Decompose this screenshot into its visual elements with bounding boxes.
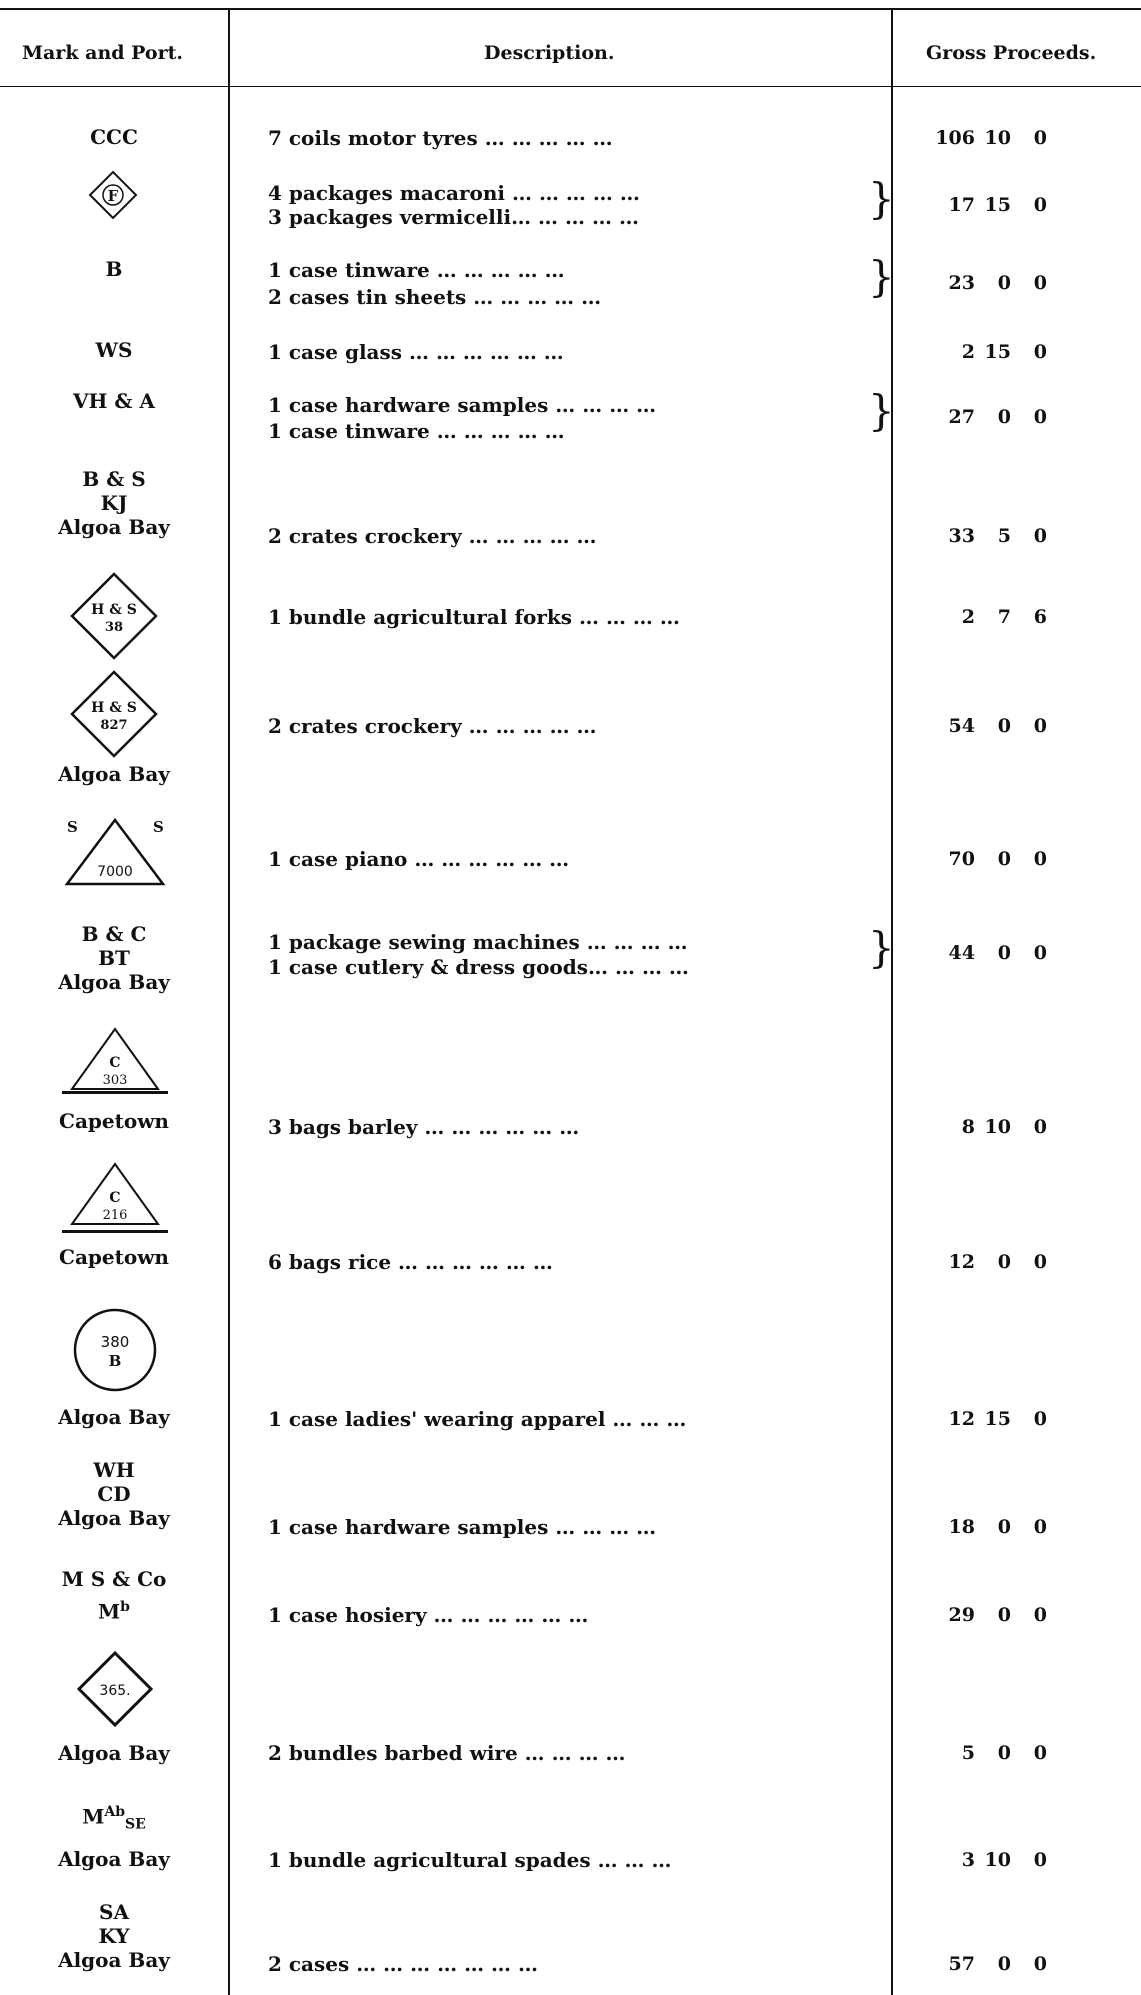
amount-pounds: 2 xyxy=(961,606,975,628)
column-divider-2 xyxy=(891,8,893,1995)
mark-port: Algoa Bay xyxy=(58,762,170,786)
mark-cell: WH xyxy=(93,1458,135,1482)
amount-pence: 0 xyxy=(1033,1953,1047,1975)
amount-pounds: 23 xyxy=(948,272,975,294)
amount-shillings: 10 xyxy=(984,127,1011,149)
svg-text:C: C xyxy=(109,1055,121,1071)
triangle-mark-symbol xyxy=(55,812,175,887)
amount-pence: 0 xyxy=(1033,1251,1047,1273)
mark-port: Algoa Bay xyxy=(58,1506,170,1530)
description-line: 1 case hardware samples … … … … xyxy=(268,393,657,417)
amount-pence: 0 xyxy=(1033,525,1047,547)
description-line: 1 case ladies' wearing apparel … … … xyxy=(268,1407,687,1431)
amount-pence: 0 xyxy=(1033,942,1047,964)
svg-text:S: S xyxy=(67,818,78,836)
description-line: 1 case cutlery & dress goods… … … … xyxy=(268,955,689,979)
circle-mark-symbol xyxy=(72,1307,158,1393)
description-line: 2 bundles barbed wire … … … … xyxy=(268,1741,626,1765)
svg-text:380: 380 xyxy=(100,1333,130,1351)
svg-text:S: S xyxy=(153,818,164,836)
amount-pounds: 44 xyxy=(948,942,975,964)
header-mark-and-port: Mark and Port. xyxy=(22,42,184,64)
description-line: 2 crates crockery … … … … … xyxy=(268,714,597,738)
amount-pounds: 12 xyxy=(948,1251,975,1273)
description-line: 1 bundle agricultural forks … … … … xyxy=(268,605,680,629)
mark-cell: BT xyxy=(98,946,130,970)
description-line: 1 case tinware … … … … … xyxy=(268,258,565,282)
mark-port: Algoa Bay xyxy=(58,1948,170,1972)
mark-port: Algoa Bay xyxy=(58,1405,170,1429)
mark-cell: WS xyxy=(95,338,133,362)
amount-shillings: 15 xyxy=(984,1408,1011,1430)
mark-cell: KJ xyxy=(100,491,128,515)
amount-shillings: 15 xyxy=(984,341,1011,363)
top-rule xyxy=(0,8,1141,10)
amount-pence: 0 xyxy=(1033,1849,1047,1871)
svg-text:827: 827 xyxy=(100,718,128,733)
svg-text:B: B xyxy=(108,1352,122,1370)
amount-pence: 0 xyxy=(1033,848,1047,870)
svg-text:38: 38 xyxy=(104,620,124,635)
amount-shillings: 0 xyxy=(997,272,1011,294)
mark-port: Capetown xyxy=(59,1245,169,1269)
svg-text:216: 216 xyxy=(102,1208,128,1223)
amount-pence: 0 xyxy=(1033,194,1047,216)
amount-pounds: 18 xyxy=(948,1516,975,1538)
mark-port: Capetown xyxy=(59,1109,169,1133)
description-line: 1 bundle agricultural spades … … … xyxy=(268,1848,672,1872)
column-divider-1 xyxy=(228,8,230,1995)
mark-cell: VH & A xyxy=(73,389,155,413)
mark-port: Algoa Bay xyxy=(58,515,170,539)
amount-shillings: 10 xyxy=(984,1849,1011,1871)
amount-pounds: 27 xyxy=(948,406,975,428)
mark-symbol-text: 365. xyxy=(99,1683,131,1699)
header-description: Description. xyxy=(484,42,615,64)
amount-pence: 0 xyxy=(1033,341,1047,363)
mark-cell: $M^{Ab}_{SE}$ xyxy=(82,1804,146,1833)
svg-text:7000: 7000 xyxy=(97,864,133,880)
svg-text:H & S: H & S xyxy=(91,602,137,618)
amount-pence: 0 xyxy=(1033,1516,1047,1538)
description-line: 6 bags rice … … … … … … xyxy=(268,1250,553,1274)
header-gross-proceeds: Gross Proceeds. xyxy=(926,42,1097,64)
svg-text:303: 303 xyxy=(102,1073,128,1088)
mark-cell: CCC xyxy=(90,125,138,149)
amount-shillings: 0 xyxy=(997,1604,1011,1626)
mark-cell: M S & Co xyxy=(61,1567,167,1591)
amount-pounds: 5 xyxy=(961,1742,975,1764)
amount-pounds: 3 xyxy=(961,1849,975,1871)
amount-pounds: 70 xyxy=(948,848,975,870)
mark-cell: B xyxy=(105,257,123,281)
mark-cell: SA xyxy=(99,1900,129,1924)
description-line: 2 cases tin sheets … … … … … xyxy=(268,285,602,309)
amount-shillings: 0 xyxy=(997,1742,1011,1764)
amount-shillings: 0 xyxy=(997,1251,1011,1273)
amount-pounds: 8 xyxy=(961,1116,975,1138)
description-line: 2 crates crockery … … … … … xyxy=(268,524,597,548)
description-line: 3 packages vermicelli… … … … … xyxy=(268,205,639,229)
amount-shillings: 0 xyxy=(997,1516,1011,1538)
amount-pounds: 57 xyxy=(948,1953,975,1975)
grouping-brace: } xyxy=(868,386,895,435)
description-line: 1 package sewing machines … … … … xyxy=(268,930,688,954)
amount-pounds: 2 xyxy=(961,341,975,363)
description-line: 1 case tinware … … … … … xyxy=(268,419,565,443)
description-line: 2 cases … … … … … … … xyxy=(268,1952,538,1976)
amount-pounds: 29 xyxy=(948,1604,975,1626)
description-line: 4 packages macaroni … … … … … xyxy=(268,181,640,205)
amount-shillings: 5 xyxy=(997,525,1011,547)
amount-pounds: 106 xyxy=(935,127,975,149)
amount-shillings: 0 xyxy=(997,1953,1011,1975)
amount-pence: 6 xyxy=(1033,606,1047,628)
mark-port: Algoa Bay xyxy=(58,1741,170,1765)
mark-cell: $M^b$ xyxy=(98,1599,130,1624)
amount-pence: 0 xyxy=(1033,127,1047,149)
mark-cell: B & C xyxy=(81,922,147,946)
amount-shillings: 0 xyxy=(997,942,1011,964)
amount-shillings: 10 xyxy=(984,1116,1011,1138)
amount-pence: 0 xyxy=(1033,715,1047,737)
amount-shillings: 0 xyxy=(997,715,1011,737)
amount-pence: 0 xyxy=(1033,1408,1047,1430)
amount-pence: 0 xyxy=(1033,1604,1047,1626)
diamond-mark-symbol xyxy=(70,670,158,758)
amount-pounds: 33 xyxy=(948,525,975,547)
amount-shillings: 0 xyxy=(997,848,1011,870)
header-rule xyxy=(0,86,1141,87)
diamond-mark-symbol xyxy=(88,170,138,220)
diamond-mark-symbol xyxy=(76,1650,154,1728)
amount-pounds: 17 xyxy=(948,194,975,216)
description-line: 1 case piano … … … … … … xyxy=(268,847,570,871)
grouping-brace: } xyxy=(868,252,895,301)
mark-cell: B & S xyxy=(82,467,146,491)
mark-cell: CD xyxy=(97,1482,131,1506)
mark-cell: KY xyxy=(98,1924,130,1948)
triangle-mark-symbol xyxy=(62,1025,168,1097)
amount-shillings: 0 xyxy=(997,406,1011,428)
description-line: 1 case hosiery … … … … … … xyxy=(268,1603,589,1627)
amount-pence: 0 xyxy=(1033,1742,1047,1764)
description-line: 3 bags barley … … … … … … xyxy=(268,1115,580,1139)
triangle-mark-symbol xyxy=(62,1160,168,1240)
amount-shillings: 15 xyxy=(984,194,1011,216)
grouping-brace: } xyxy=(868,923,895,972)
mark-symbol-text: F xyxy=(107,187,119,205)
mark-port: Algoa Bay xyxy=(58,1847,170,1871)
svg-text:C: C xyxy=(109,1190,121,1206)
amount-pence: 0 xyxy=(1033,272,1047,294)
diamond-mark-symbol xyxy=(70,572,158,660)
amount-pounds: 12 xyxy=(948,1408,975,1430)
description-line: 7 coils motor tyres … … … … … xyxy=(268,126,613,150)
description-line: 1 case glass … … … … … … xyxy=(268,340,564,364)
amount-shillings: 7 xyxy=(997,606,1011,628)
description-line: 1 case hardware samples … … … … xyxy=(268,1515,657,1539)
mark-port: Algoa Bay xyxy=(58,970,170,994)
svg-text:H & S: H & S xyxy=(91,700,137,716)
amount-pence: 0 xyxy=(1033,1116,1047,1138)
amount-pounds: 54 xyxy=(948,715,975,737)
amount-pence: 0 xyxy=(1033,406,1047,428)
grouping-brace: } xyxy=(868,174,895,223)
